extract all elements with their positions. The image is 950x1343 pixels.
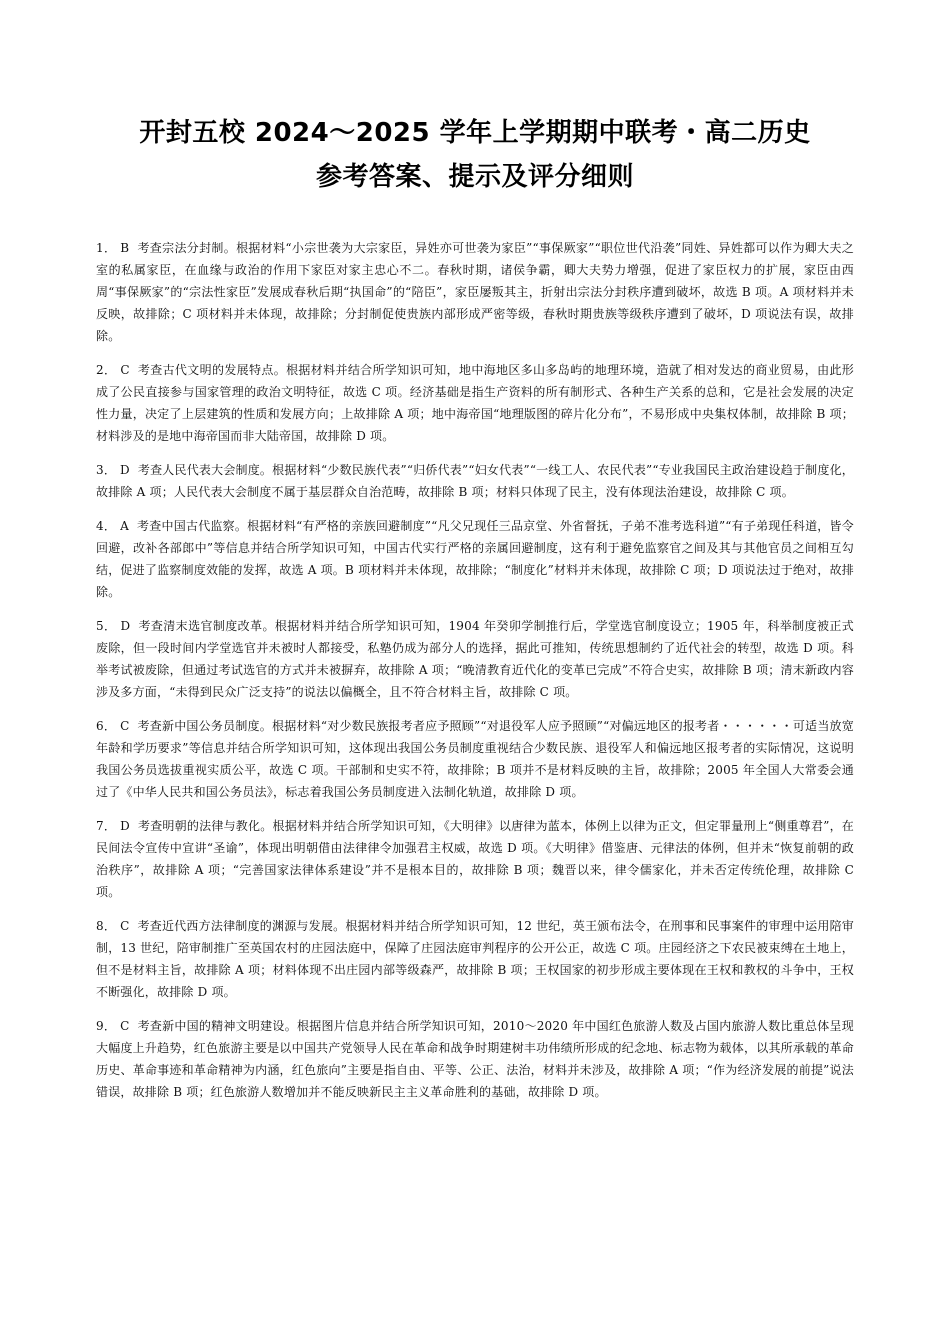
answer-list [96, 237, 854, 1115]
answer-key: C [120, 719, 130, 733]
answer-number: 8． [96, 919, 117, 933]
answer-number: 6． [96, 719, 117, 733]
answer-item-2 [96, 359, 854, 447]
answer-key: C [120, 1019, 130, 1033]
answer-key: A [120, 519, 129, 533]
answer-key: C [120, 363, 130, 377]
answer-number: 7． [96, 819, 117, 833]
answer-key: D [120, 619, 131, 633]
answer-key: B [120, 241, 130, 255]
answer-explanation: 考查明朝的法律与教化。根据材料并结合所学知识可知，《大明律》以唐律为蓝本，体例上以律为正文，但定罪量刑上“侧重尊君”，在民间法令宣传中宣讲“圣谕”，体现出明朝借由法律律令加强君主权威，故选 D 项。《大明律》借鉴唐、元律法的体例，但并未“恢复前朝的政治秩序”，故排除 A 项；“完善国家法律体系建设”并不是根本目的，故排除 B 项；魏晋以来，律令儒家化，并未否定传统伦理，故排除 C 项。 [96, 819, 854, 899]
answer-number: 4． [96, 519, 117, 533]
answer-explanation: 考查中国古代监察。根据材料“有严格的亲族回避制度”“凡父兄现任三品京堂、外省督抚，子弟不准考选科道”“有子弟现任科道，皆令回避，改补各部郎中”等信息并结合所学知识可知，中国古代实行严格的亲属回避制度，这有利于避免监察官之间及其与其他官员之间相互勾结，促进了监察制度效能的发挥，故选 A 项。B 项材料并未体现，故排除；“制度化”材料并未体现，故排除 C 项；D 项说法过于绝对，故排除。 [96, 519, 854, 599]
answer-number: 9． [96, 1019, 117, 1033]
answer-item-4 [96, 515, 854, 603]
answer-explanation: 考查新中国公务员制度。根据材料“对少数民族报考者应予照顾”“对退役军人应予照顾”“对偏远地区的报考者・・・・・・可适当放宽年龄和学历要求”等信息并结合所学知识可知，这体现出我国公务员制度重视结合少数民族、退役军人和偏远地区报考者的实际情况，这说明我国公务员选拔重视实质公平，故选 C 项。干部制和史实不符，故排除；B 项并不是材料反映的主旨，故排除；2005 年全国人大常委会通过了《中华人民共和国公务员法》，标志着我国公务员制度进入法制化轨道，故排除 D 项。 [96, 719, 854, 799]
page-subtitle: 参考答案、提示及评分细则 [315, 162, 634, 192]
answer-item-1 [96, 237, 854, 347]
answer-item-6 [96, 715, 854, 803]
answer-item-8 [96, 915, 854, 1003]
answer-explanation: 考查清末选官制度改革。根据材料并结合所学知识可知，1904 年癸卯学制推行后，学堂选官制度设立；1905 年，科举制度被正式废除，但一段时间内学堂选官并未被时人都接受，私塾仍成为部分人的选择，据此可推知，传统思想制约了近代社会的转型，故选 D 项。科举考试被废除，但通过考试选官的方式并未被摒弃，故排除 A 项；“晚清教育近代化的变革已完成”不符合史实，故排除 B 项；清末新政内容涉及多方面，“未得到民众广泛支持”的说法以偏概全，且不符合材料主旨，故排除 C 项。 [96, 619, 854, 699]
answer-item-5 [96, 615, 854, 703]
answer-explanation: 考查宗法分封制。根据材料“小宗世袭为大宗家臣，异姓亦可世袭为家臣”“事保厥家”“职位世代沿袭”同姓、异姓都可以作为卿大夫之室的私属家臣，在血缘与政治的作用下家臣对家主忠心不二。春秋时期，诸侯争霸，卿大夫势力增强，促进了家臣权力的扩展，家臣由西周“事保厥家”的“宗法性家臣”发展成春秋后期“执国命”的“陪臣”，家臣屡叛其主，折射出宗法分封秩序遭到破坏，故选 B 项。A 项材料并未反映，故排除；C 项材料并未体现，故排除；分封制促使贵族内部形成严密等级，春秋时期贵族等级秩序遭到了破坏，D 项说法有误，故排除。 [96, 241, 854, 343]
answer-number: 2． [96, 363, 117, 377]
answer-key: D [120, 463, 130, 477]
answer-number: 5． [96, 619, 117, 633]
answer-explanation: 考查人民代表大会制度。根据材料“少数民族代表”“归侨代表”“妇女代表”“一线工人、农民代表”“专业我国民主政治建设趋于制度化，故排除 A 项；人民代表大会制度不属于基层群众自治范畴，故排除 B 项；材料只体现了民主，没有体现法治建设，故排除 C 项。 [96, 463, 854, 499]
answer-number: 1． [96, 241, 117, 255]
answer-explanation: 考查新中国的精神文明建设。根据图片信息并结合所学知识可知，2010～2020 年中国红色旅游人数及占国内旅游人数比重总体呈现大幅度上升趋势，红色旅游主要是以中国共产党领导人民在革命和战争时期建树丰功伟绩所形成的纪念地、标志物为载体，以其所承载的革命历史、革命事迹和革命精神为内涵，红色旅向”主要是指自由、平等、公正、法治，材料并未涉及，故排除 A 项；“作为经济发展的前提”说法错误，故排除 B 项；红色旅游人数增加并不能反映新民主主义革命胜利的基础，故排除 D 项。 [96, 1019, 854, 1099]
answer-number: 3． [96, 463, 117, 477]
answer-item-9 [96, 1015, 854, 1103]
answer-key: D [120, 819, 130, 833]
answer-item-7 [96, 815, 854, 903]
page-title: 开封五校 2024～2025 学年上学期期中联考・高二历史 [139, 118, 811, 148]
answer-explanation: 考查近代西方法律制度的渊源与发展。根据材料并结合所学知识可知，12 世纪，英王颁布法令，在刑事和民事案件的审理中运用陪审制，13 世纪，陪审制推广至英国农村的庄园法庭中，保障了庄园法庭审判程序的公开公正，故选 C 项。庄园经济之下农民被束缚在土地上，但不是材料主旨，故排除 A 项；材料体现不出庄园内部等级森严，故排除 B 项；王权国家的初步形成主要体现在王权和教权的斗争中，王权不断强化，故排除 D 项。 [96, 919, 854, 999]
answer-key: C [120, 919, 130, 933]
answer-explanation: 考查古代文明的发展特点。根据材料并结合所学知识可知，地中海地区多山多岛屿的地理环境，造就了相对发达的商业贸易，由此形成了公民直接参与国家管理的政治文明特征，故选 C 项。经济基础是指生产资料的所有制形式、各种生产关系的总和，它是社会发展的决定性力量，决定了上层建筑的性质和发展方向；上故排除 A 项；地中海帝国“地理版图的碎片化分布”，不易形成中央集权体制，故排除 B 项；材料涉及的是地中海帝国而非大陆帝国，故排除 D 项。 [96, 363, 854, 443]
answer-item-3 [96, 459, 854, 503]
